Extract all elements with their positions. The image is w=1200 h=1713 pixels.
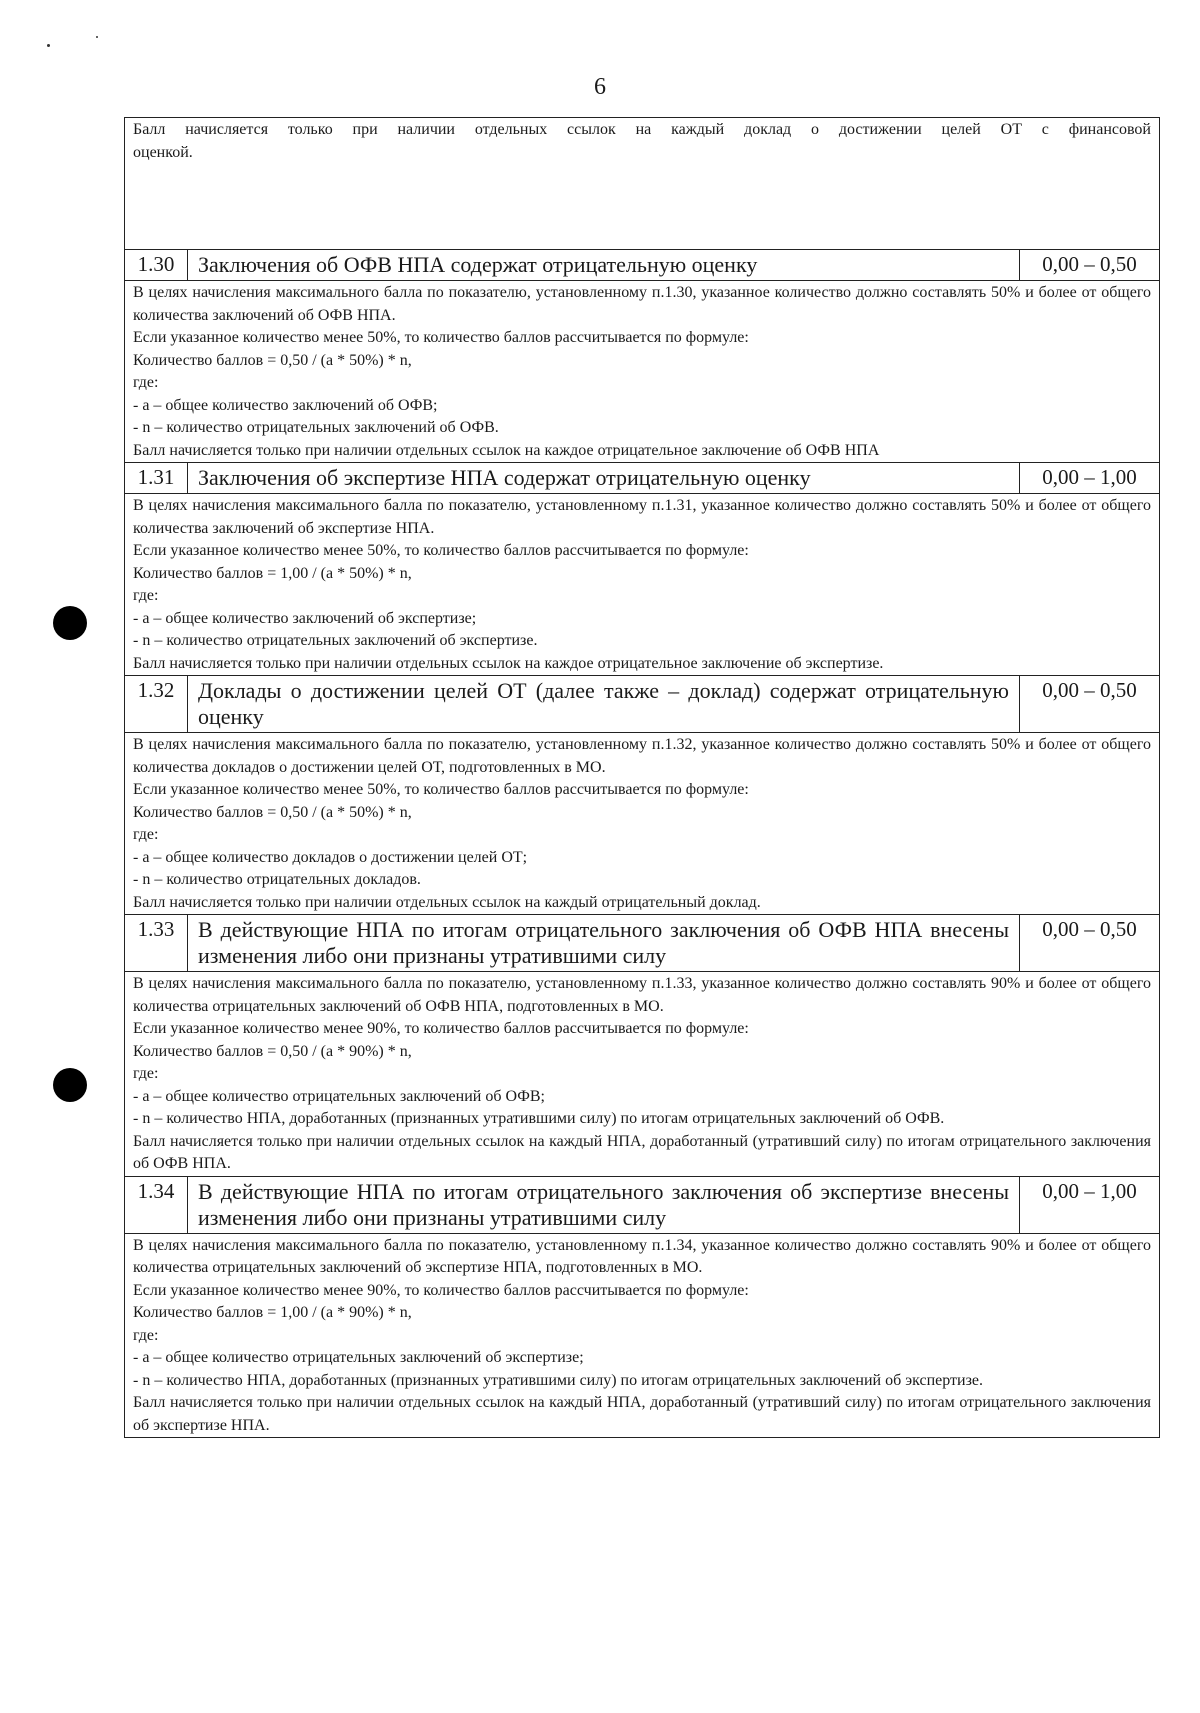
intro-note-line: Балл начисляется только при наличии отдельных ссылок на каждый доклад о достижении целей ОТ с финансовой (133, 121, 1151, 138)
variable-definition: - n – количество отрицательных заключений об экспертизе. (133, 632, 538, 649)
indicator-description-row (125, 494, 1160, 676)
variable-definition: - n – количество отрицательных докладов. (133, 871, 421, 888)
description-paragraph: В целях начисления максимального балла по показателю, установленному п.1.34, указанное количество должно составлять 90% и более от общего количества отрицательных заключений об экспертизе НПА, подготовленных в МО. (133, 1236, 1151, 1276)
indicator-header-row (125, 915, 1160, 972)
indicator-title: В действующие НПА по итогам отрицательного заключения об экспертизе внесены изменения либо они признаны утратившими силу (188, 1176, 1020, 1233)
indicator-description (125, 281, 1160, 463)
description-paragraph: где: (133, 826, 159, 843)
indicator-score-range: 0,00 – 0,50 (1019, 676, 1159, 733)
formula-line: Количество баллов = 0,50 / (а * 50%) * n, (133, 803, 412, 821)
formula-line: Количество баллов = 1,00 / (а * 90%) * n, (133, 1304, 412, 1321)
description-paragraph: Если указанное количество менее 90%, то количество баллов рассчитывается по формуле: (133, 1020, 749, 1037)
description-paragraph: Балл начисляется только при наличии отдельных ссылок на каждый НПА, доработанный (утративший силу) по итогам отрицательного заключения об ОФВ НПА. (133, 1132, 1151, 1172)
description-paragraph: Балл начисляется только при наличии отдельных ссылок на каждый НПА, доработанный (утративший силу) по итогам отрицательного заключения об экспертизе НПА. (133, 1394, 1151, 1434)
formula-line: Количество баллов = 1,00 / (а * 50%) * n, (133, 564, 412, 582)
indicator-description (125, 494, 1160, 676)
indicator-score-range: 0,00 – 1,00 (1019, 463, 1159, 494)
variable-definition: - а – общее количество отрицательных заключений об ОФВ; (133, 1087, 545, 1105)
indicator-score-range: 0,00 – 0,50 (1019, 915, 1159, 972)
variable-definition: - а – общее количество заключений об экспертизе; (133, 609, 477, 627)
description-paragraph: где: (133, 1065, 159, 1082)
description-paragraph: Если указанное количество менее 90%, то количество баллов рассчитывается по формуле: (133, 1281, 749, 1299)
indicator-description-row (125, 972, 1160, 1177)
description-paragraph: В целях начисления максимального балла по показателю, установленному п.1.32, указанное количество должно составлять 50% и более от общего количества докладов о достижении целей ОТ, подготовленных в МО. (133, 736, 1151, 776)
description-paragraph: Если указанное количество менее 50%, то количество баллов рассчитывается по формуле: (133, 329, 749, 346)
indicator-number: 1.32 (125, 676, 188, 733)
table-row-intro-note (125, 118, 1160, 250)
indicator-description-row (125, 1233, 1160, 1438)
description-paragraph: Балл начисляется только при наличии отдельных ссылок на каждый отрицательный доклад. (133, 893, 761, 911)
indicator-description-row (125, 733, 1160, 915)
page-number: 6 (594, 74, 606, 100)
indicator-description (125, 1233, 1160, 1438)
description-paragraph: где: (133, 1326, 159, 1344)
variable-definition: - n – количество НПА, доработанных (признанных утратившими силу) по итогам отрицательных заключений об экспертизе. (133, 1371, 983, 1389)
description-paragraph: Если указанное количество менее 50%, то количество баллов рассчитывается по формуле: (133, 781, 749, 798)
scan-speck (47, 44, 50, 47)
description-paragraph: Балл начисляется только при наличии отдельных ссылок на каждое отрицательное заключение об экспертизе. (133, 654, 884, 672)
variable-definition: - а – общее количество докладов о достижении целей ОТ; (133, 848, 528, 866)
variable-definition: - а – общее количество отрицательных заключений об экспертизе; (133, 1349, 584, 1366)
indicator-description (125, 972, 1160, 1177)
binder-hole-mark (53, 606, 87, 640)
intro-note-line: оценкой. (133, 143, 193, 161)
formula-line: Количество баллов = 0,50 / (а * 50%) * n, (133, 351, 412, 369)
description-paragraph: В целях начисления максимального балла по показателю, установленному п.1.33, указанное количество должно составлять 90% и более от общего количества отрицательных заключений об ОФВ НПА, подготовленных в МО. (133, 975, 1151, 1015)
description-paragraph: где: (133, 587, 159, 604)
indicator-score-range: 0,00 – 1,00 (1019, 1176, 1159, 1233)
description-paragraph: В целях начисления максимального балла по показателю, установленному п.1.31, указанное количество должно составлять 50% и более от общего количества заключений об экспертизе НПА. (133, 497, 1151, 537)
intro-note-cell (125, 118, 1160, 250)
variable-definition: - n – количество НПА, доработанных (признанных утратившими силу) по итогам отрицательных заключений об ОФВ. (133, 1110, 945, 1127)
indicator-number: 1.30 (125, 250, 188, 281)
description-paragraph: Если указанное количество менее 50%, то количество баллов рассчитывается по формуле: (133, 542, 749, 559)
formula-line: Количество баллов = 0,50 / (а * 90%) * n, (133, 1042, 412, 1060)
indicator-description (125, 733, 1160, 915)
description-paragraph: где: (133, 374, 159, 391)
indicator-description-row (125, 281, 1160, 463)
indicator-number: 1.34 (125, 1176, 188, 1233)
indicator-header-row (125, 676, 1160, 733)
indicators-table (124, 117, 1160, 1438)
indicator-score-range: 0,00 – 0,50 (1019, 250, 1159, 281)
indicator-header-row (125, 1176, 1160, 1233)
description-paragraph: В целях начисления максимального балла по показателю, установленному п.1.30, указанное количество должно составлять 50% и более от общего количества заключений об ОФВ НПА. (133, 284, 1151, 324)
description-paragraph: Балл начисляется только при наличии отдельных ссылок на каждое отрицательное заключение об ОФВ НПА (133, 441, 880, 459)
binder-hole-mark (53, 1068, 87, 1102)
indicator-title: Заключения об ОФВ НПА содержат отрицательную оценку (188, 250, 1020, 281)
indicator-number: 1.33 (125, 915, 188, 972)
indicator-header-row (125, 463, 1160, 494)
indicator-title: Заключения об экспертизе НПА содержат отрицательную оценку (188, 463, 1020, 494)
indicator-title: В действующие НПА по итогам отрицательного заключения об ОФВ НПА внесены изменения либо они признаны утратившими силу (188, 915, 1020, 972)
scan-speck (96, 36, 98, 38)
variable-definition: - n – количество отрицательных заключений об ОФВ. (133, 419, 499, 436)
indicator-header-row (125, 250, 1160, 281)
indicator-number: 1.31 (125, 463, 188, 494)
variable-definition: - а – общее количество заключений об ОФВ; (133, 396, 438, 414)
indicator-title: Доклады о достижении целей ОТ (далее также – доклад) содержат отрицательную оценку (188, 676, 1020, 733)
